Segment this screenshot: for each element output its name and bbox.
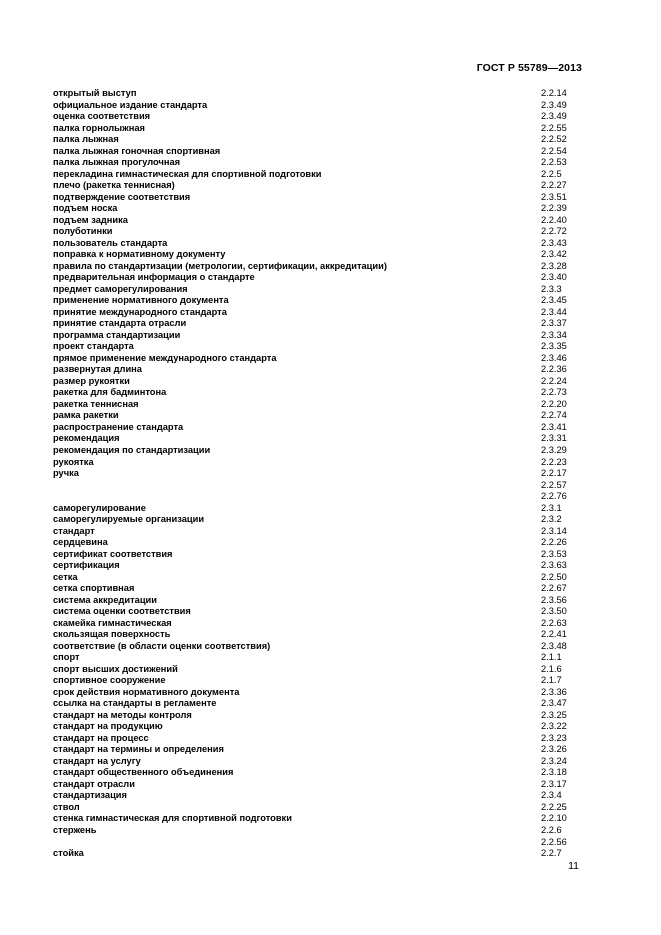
- index-entry: [53, 88, 583, 100]
- index-entry: [53, 387, 583, 399]
- index-entry: [53, 180, 583, 192]
- index-term: применение нормативного документа: [53, 295, 229, 306]
- index-clause-number: 2.2.67: [541, 583, 567, 594]
- index-clause-number: 2.2.23: [541, 456, 567, 467]
- index-entry: [53, 238, 583, 250]
- index-entry: [53, 813, 583, 825]
- index-clause-number: 2.3.24: [541, 755, 567, 766]
- index-entry: [53, 111, 583, 123]
- index-term: плечо (ракетка теннисная): [53, 180, 175, 191]
- index-clause-number: 2.3.63: [541, 560, 567, 571]
- index-term: принятие стандарта отрасли: [53, 318, 187, 329]
- index-term: стандарт общественного объединения: [53, 767, 234, 778]
- index-term: соответствие (в области оценки соответствия): [53, 640, 271, 651]
- index-term: скользящая поверхность: [53, 629, 171, 640]
- index-term: рукоятка: [53, 456, 94, 467]
- index-term: сетка спортивная: [53, 583, 135, 594]
- index-term: срок действия нормативного документа: [53, 686, 240, 697]
- index-entry: [53, 410, 583, 422]
- index-term: открытый выступ: [53, 88, 137, 98]
- index-term: прямое применение международного стандарта: [53, 352, 277, 363]
- index-entry: [53, 549, 583, 561]
- index-entry: [53, 192, 583, 204]
- index-clause-number: 2.3.35: [541, 341, 567, 352]
- index-entry: [53, 307, 583, 319]
- index-entry: [53, 318, 583, 330]
- index-entry: [53, 433, 583, 445]
- index-term: саморегулируемые организации: [53, 514, 205, 525]
- index-clause-number: 2.2.26: [541, 537, 567, 548]
- index-clause-number: 2.2.14: [541, 88, 567, 98]
- index-entry: [53, 837, 583, 849]
- index-term: рекомендация: [53, 433, 120, 444]
- index-entry: [53, 376, 583, 388]
- index-entry: [53, 572, 583, 584]
- index-term: стандарт на процесс: [53, 732, 149, 743]
- index-clause-number: 2.3.41: [541, 421, 567, 432]
- index-entry: [53, 284, 583, 296]
- index-clause-number: 2.3.25: [541, 709, 567, 720]
- index-entry: [53, 767, 583, 779]
- index-clause-number: 2.2.39: [541, 203, 567, 214]
- index-term: сертификация: [53, 560, 120, 571]
- index-entry: [53, 733, 583, 745]
- index-term: палка горнолыжная: [53, 122, 145, 133]
- index-entry: [53, 790, 583, 802]
- index-clause-number: 2.3.22: [541, 721, 567, 732]
- index-clause-number: 2.3.53: [541, 548, 567, 559]
- index-clause-number: 2.3.46: [541, 352, 567, 363]
- index-term: пользователь стандарта: [53, 237, 168, 248]
- index-clause-number: 2.3.51: [541, 191, 567, 202]
- index-entry: [53, 606, 583, 618]
- index-clause-number: 2.2.25: [541, 801, 567, 812]
- index-clause-number: 2.3.43: [541, 237, 567, 248]
- index-entry: [53, 526, 583, 538]
- index-term: распространение стандарта: [53, 421, 184, 432]
- index-term: сертификат соответствия: [53, 548, 173, 559]
- index-entry: [53, 537, 583, 549]
- index-entry: [53, 595, 583, 607]
- index-term: стандарт: [53, 525, 95, 536]
- index-entry: [53, 560, 583, 572]
- index-clause-number: 2.3.31: [541, 433, 567, 444]
- index-term: предмет саморегулирования: [53, 283, 188, 294]
- index-clause-number: 2.2.6: [541, 825, 562, 835]
- index-clause-number: 2.3.36: [541, 686, 567, 697]
- index-clause-number: 2.3.44: [541, 306, 567, 317]
- index-entry: [53, 779, 583, 791]
- index-entry: [53, 629, 583, 641]
- index-clause-number: 2.3.45: [541, 295, 567, 306]
- index-clause-number: 2.3.49: [541, 111, 567, 122]
- index-clause-number: 2.1.7: [541, 675, 562, 686]
- index-term: стандартизация: [53, 790, 127, 801]
- index-clause-number: 2.3.50: [541, 606, 567, 617]
- index-clause-number: 2.2.10: [541, 813, 567, 824]
- index-entry: [53, 698, 583, 710]
- index-entry: [53, 802, 583, 814]
- index-clause-number: 2.2.74: [541, 410, 567, 421]
- index-clause-number: 2.3.34: [541, 329, 567, 340]
- index-term: развернутая длина: [53, 364, 142, 375]
- index-entry: [53, 422, 583, 434]
- index-clause-number: 2.3.49: [541, 99, 567, 110]
- index-entry: [53, 710, 583, 722]
- index-term: подтверждение соответствия: [53, 191, 191, 202]
- index-entry: [53, 353, 583, 365]
- index-term: подъем носка: [53, 203, 118, 214]
- index-term: подъем задника: [53, 214, 128, 225]
- index-entry: [53, 583, 583, 595]
- index-clause-number: 2.2.72: [541, 226, 567, 237]
- index-clause-number: 2.3.17: [541, 778, 567, 789]
- page-number: 11: [568, 860, 579, 872]
- index-term: спортивное сооружение: [53, 675, 166, 686]
- index-term: официальное издание стандарта: [53, 99, 208, 110]
- index-term: стенка гимнастическая для спортивной подготовки: [53, 813, 292, 824]
- index-clause-number: 2.2.24: [541, 375, 567, 386]
- index-clause-number: 2.2.73: [541, 387, 567, 398]
- index-clause-number: 2.2.57: [541, 479, 567, 490]
- index-entry: [53, 756, 583, 768]
- index-entry: [53, 514, 583, 526]
- index-term: рекомендация по стандартизации: [53, 444, 211, 455]
- index-entry: [53, 157, 583, 169]
- index-term: предварительная информация о стандарте: [53, 272, 255, 283]
- index-term: ракетка теннисная: [53, 398, 139, 409]
- index-clause-number: 2.3.40: [541, 272, 567, 283]
- index-clause-number: 2.3.56: [541, 594, 567, 605]
- index-clause-number: 2.3.14: [541, 525, 567, 536]
- index-term: сетка: [53, 571, 78, 582]
- index-term: полуботинки: [53, 226, 113, 237]
- index-term: стойка: [53, 848, 84, 859]
- index-term: спорт: [53, 652, 80, 663]
- index-clause-number: 2.3.28: [541, 260, 567, 271]
- index-clause-number: 2.2.5: [541, 168, 562, 179]
- index-entry: [53, 652, 583, 664]
- index-clause-number: 2.2.41: [541, 629, 567, 640]
- index-clause-number: 2.3.47: [541, 698, 567, 709]
- index-clause-number: 2.2.54: [541, 145, 567, 156]
- index-term: поправка к нормативному документу: [53, 249, 226, 260]
- index-clause-number: 2.3.29: [541, 444, 567, 455]
- index-entry: [53, 364, 583, 376]
- index-entry: [53, 272, 583, 284]
- index-entry: [53, 618, 583, 630]
- index-entry: [53, 445, 583, 457]
- document-header-id: ГОСТ Р 55789—2013: [476, 62, 582, 74]
- index-term: сердцевина: [53, 537, 108, 548]
- index-term: саморегулирование: [53, 502, 146, 513]
- index-entry: [53, 100, 583, 112]
- index-term: ствол: [53, 801, 80, 812]
- index-entry: [53, 249, 583, 261]
- index-term: ссылка на стандарты в регламенте: [53, 698, 217, 709]
- index-entry: [53, 664, 583, 676]
- index-clause-number: 2.2.7: [541, 848, 562, 859]
- index-term: спорт высших достижений: [53, 663, 178, 674]
- index-clause-number: 2.3.23: [541, 732, 567, 743]
- index-term: палка лыжная: [53, 134, 119, 145]
- index-entry: [53, 134, 583, 146]
- index-term: стандарт на продукцию: [53, 721, 163, 732]
- index-entry: [53, 491, 583, 503]
- index-clause-number: 2.2.20: [541, 398, 567, 409]
- index-term: оценка соответствия: [53, 111, 151, 122]
- index-entry: [53, 480, 583, 492]
- index-entry: [53, 721, 583, 733]
- index-term: размер рукоятки: [53, 375, 130, 386]
- index-entry: [53, 146, 583, 158]
- index-entry: [53, 848, 583, 860]
- index-clause-number: 2.3.3: [541, 283, 562, 294]
- index-term: система оценки соответствия: [53, 606, 191, 617]
- index-clause-number: 2.3.4: [541, 790, 562, 801]
- index-clause-number: 2.1.6: [541, 663, 562, 674]
- index-entry: [53, 341, 583, 353]
- index-term: стандарт на методы контроля: [53, 709, 192, 720]
- index-entry: [53, 226, 583, 238]
- index-clause-number: 2.2.27: [541, 180, 567, 191]
- index-entry: [53, 203, 583, 215]
- index-clause-number: 2.3.2: [541, 514, 562, 525]
- index-term: рамка ракетки: [53, 410, 119, 421]
- index-clause-number: 2.2.56: [541, 836, 567, 847]
- index-term: правила по стандартизации (метрологии, сертификации, аккредитации): [53, 260, 387, 271]
- index-clause-number: 2.2.36: [541, 364, 567, 375]
- index-clause-number: 2.2.52: [541, 134, 567, 145]
- index-term: стержень: [53, 825, 97, 835]
- index-clause-number: 2.2.76: [541, 491, 567, 502]
- index-clause-number: 2.2.53: [541, 157, 567, 168]
- index-clause-number: 2.3.42: [541, 249, 567, 260]
- index-term: проект стандарта: [53, 341, 134, 352]
- index-term: программа стандартизации: [53, 329, 181, 340]
- index-term: система аккредитации: [53, 594, 157, 605]
- index-clause-number: 2.1.1: [541, 652, 562, 663]
- index-clause-number: 2.3.1: [541, 502, 562, 513]
- index-entry: [53, 503, 583, 515]
- index-entry: [53, 825, 583, 837]
- index-entry: [53, 687, 583, 699]
- index-clause-number: 2.2.55: [541, 122, 567, 133]
- index-entry: [53, 399, 583, 411]
- index-entry: [53, 457, 583, 469]
- index-entry: [53, 675, 583, 687]
- index-term: скамейка гимнастическая: [53, 617, 172, 628]
- index-clause-number: 2.2.40: [541, 214, 567, 225]
- index-entry: [53, 215, 583, 227]
- index-clause-number: 2.3.26: [541, 744, 567, 755]
- index-entry: [53, 330, 583, 342]
- index-entry: [53, 169, 583, 181]
- index-clause-number: 2.3.48: [541, 640, 567, 651]
- index-term: стандарт отрасли: [53, 778, 135, 789]
- index-term: стандарт на термины и определения: [53, 744, 224, 755]
- index-clause-number: 2.3.18: [541, 767, 567, 778]
- index-term: перекладина гимнастическая для спортивной подготовки: [53, 168, 322, 179]
- index-clause-number: 2.2.17: [541, 468, 567, 479]
- index-entry: [53, 261, 583, 273]
- index-term: ручка: [53, 468, 79, 479]
- index-term: ракетка для бадминтона: [53, 387, 167, 398]
- index-term: стандарт на услугу: [53, 755, 141, 766]
- index-term: палка лыжная прогулочная: [53, 157, 181, 168]
- term-index-list: [53, 88, 583, 860]
- index-term: палка лыжная гоночная спортивная: [53, 145, 221, 156]
- index-term: принятие международного стандарта: [53, 306, 227, 317]
- index-entry: [53, 123, 583, 135]
- index-entry: [53, 641, 583, 653]
- index-clause-number: 2.2.63: [541, 617, 567, 628]
- index-clause-number: 2.3.37: [541, 318, 567, 329]
- index-entry: [53, 468, 583, 480]
- index-clause-number: 2.2.50: [541, 571, 567, 582]
- index-entry: [53, 744, 583, 756]
- index-entry: [53, 295, 583, 307]
